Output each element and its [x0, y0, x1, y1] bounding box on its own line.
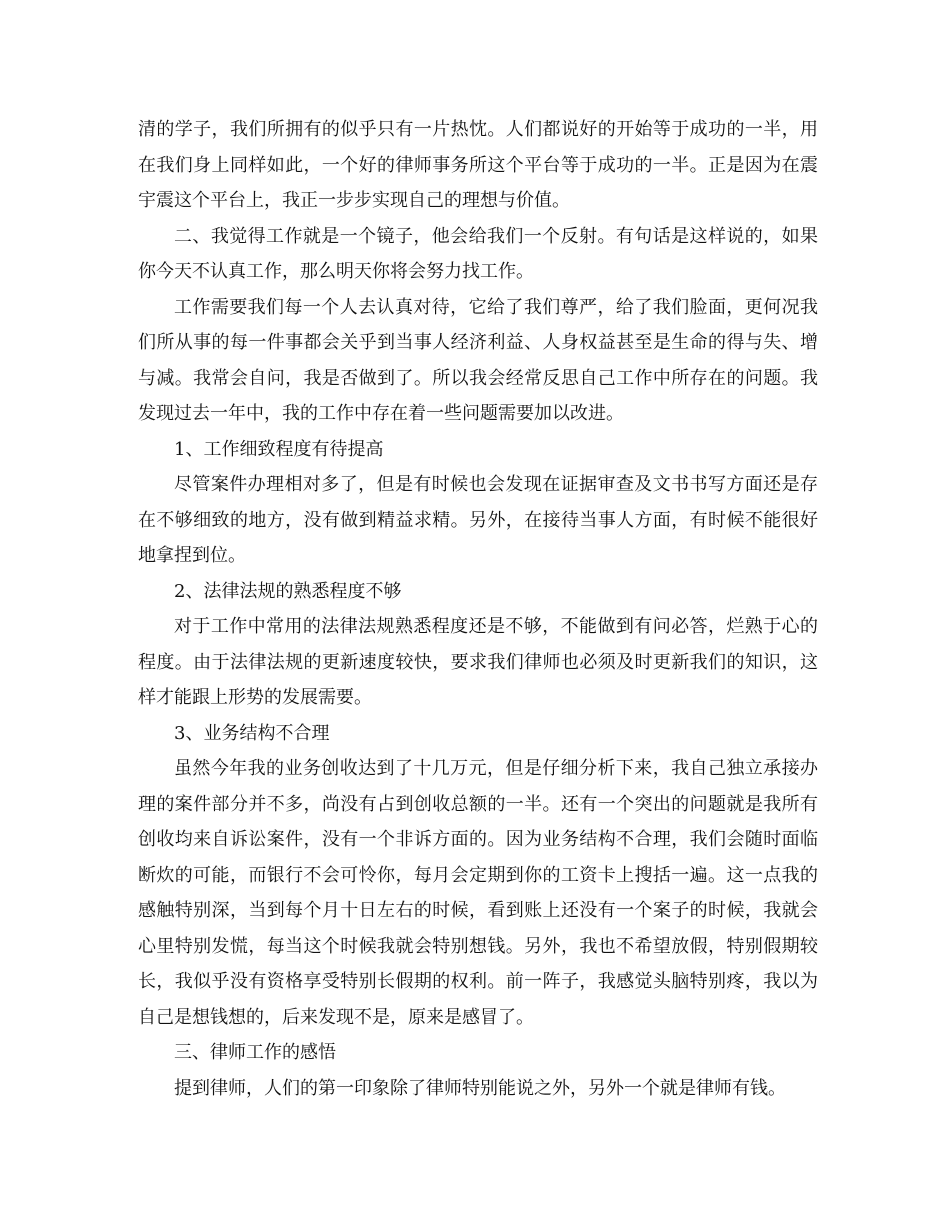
section-heading: 三、律师工作的感悟: [174, 1042, 336, 1063]
paragraph: 提到律师，人们的第一印象除了律师特别能说之外，另外一个就是律师有钱。: [174, 1077, 786, 1099]
section-heading: 3、业务结构不合理: [174, 722, 330, 744]
section-heading: 2、法律法规的熟悉程度不够: [174, 580, 402, 602]
paragraph: 对于工作中常用的法律法规熟悉程度还是不够，不能做到有问必答，烂熟于心的程度。由于法律法规的更新速度较快，要求我们律师也必须及时更新我们的知识，这样才能跟上形势的发展需要。: [138, 616, 818, 708]
paragraph: 尽管案件办理相对多了，但是有时候也会发现在证据审查及文书书写方面还是存在不够细致的地方，没有做到精益求精。另外，在接待当事人方面，有时候不能很好地拿捏到位。: [138, 474, 818, 566]
paragraph: 二、我觉得工作就是一个镜子，他会给我们一个反射。有句话是这样说的，如果你今天不认真工作，那么明天你将会努力找工作。: [138, 225, 818, 282]
document-body: [138, 112, 818, 1106]
section-heading: 1、工作细致程度有待提高: [174, 438, 384, 460]
paragraph: 虽然今年我的业务创收达到了十几万元，但是仔细分析下来，我自己独立承接办理的案件部分并不多，尚没有占到创收总额的一半。还有一个突出的问题就是我所有创收均来自诉讼案件，没有一个非诉方面的。因为业务结构不合理，我们会随时面临断炊的可能，而银行不会可怜你，每月会定期到你的工资卡上搜括一遍。这一点我的感触特别深，当到每个月十日左右的时候，看到账上还没有一个案子的时候，我就会心里特别发慌，每当这个时候我就会特别想钱。另外，我也不希望放假，特别假期较长，我似乎没有资格享受特别长假期的权利。前一阵子，我感觉头脑特别疼，我以为自己是想钱想的，后来发现不是，原来是感冒了。: [138, 758, 818, 1028]
paragraph: 清的学子，我们所拥有的似乎只有一片热忱。人们都说好的开始等于成功的一半，用在我们身上同样如此，一个好的律师事务所这个平台等于成功的一半。正是因为在震宇震这个平台上，我正一步步实现自己的理想与价值。: [138, 119, 818, 211]
paragraph: 工作需要我们每一个人去认真对待，它给了我们尊严，给了我们脸面，更何况我们所从事的每一件事都会关乎到当事人经济利益、人身权益甚至是生命的得与失、增与减。我常会自问，我是否做到了。所以我会经常反思自己工作中所存在的问题。我发现过去一年中，我的工作中存在着一些问题需要加以改进。: [138, 296, 818, 424]
